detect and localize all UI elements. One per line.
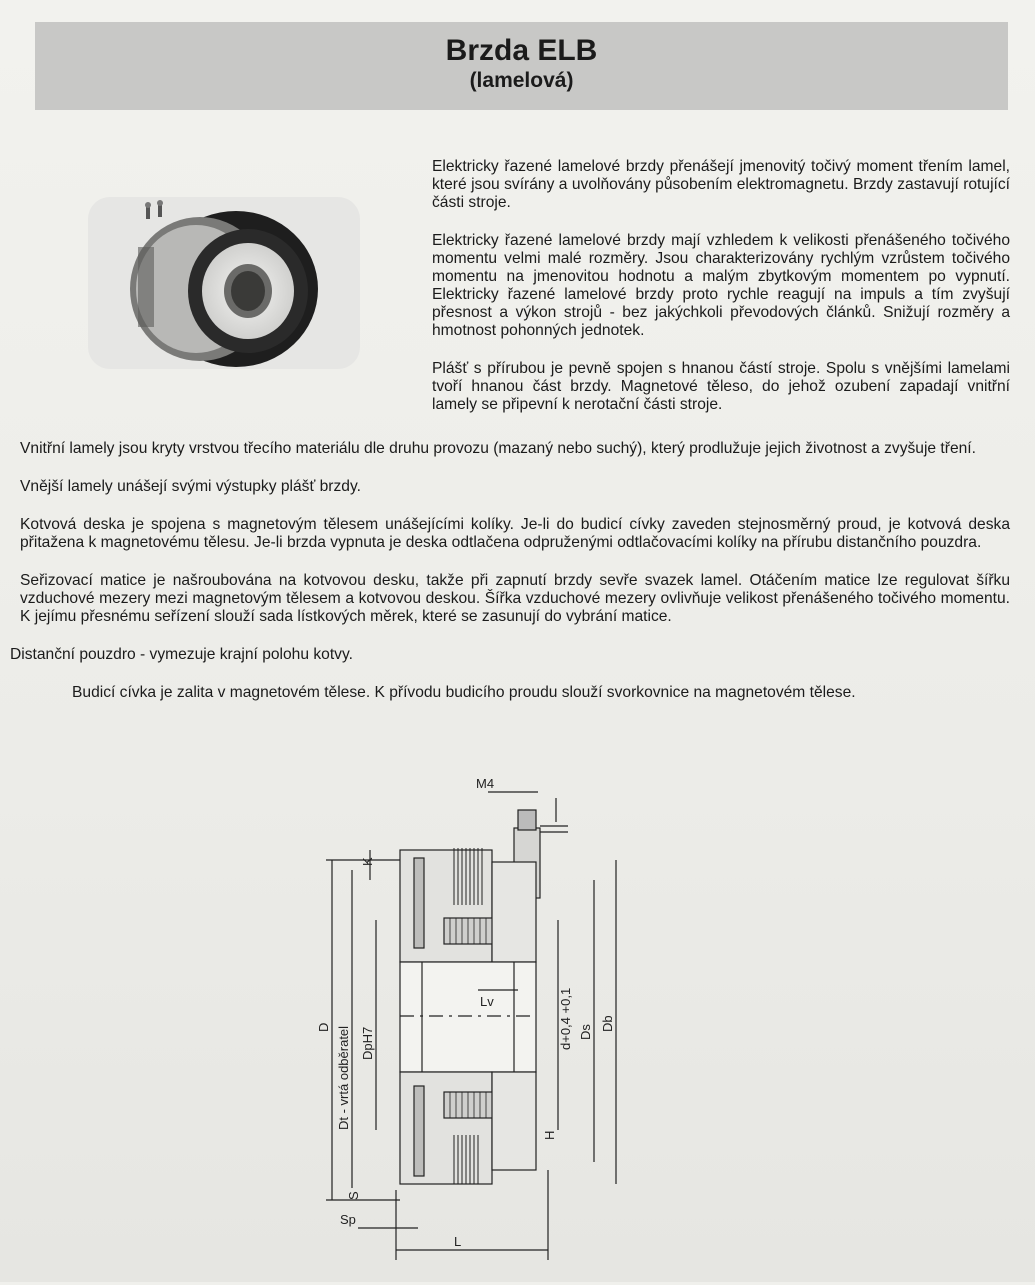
- brake-photo-image: [88, 197, 360, 369]
- label-db: Db: [600, 1015, 615, 1032]
- label-l: L: [454, 1234, 462, 1249]
- body-paragraph-outer-plates: Vnější lamely unášejí svými výstupky plášť brzdy.: [20, 478, 361, 495]
- body-text: [10, 440, 1010, 722]
- label-dph7: DpH7: [360, 1026, 375, 1060]
- label-h: H: [542, 1130, 557, 1140]
- label-s: S: [346, 1191, 361, 1200]
- body-paragraph-armature: Kotvová deska je spojena s magnetovým tělesem unášejícími kolíky. Je-li do budicí cívky zaveden stejnosměrný proud, je kotvová deska přitažena k magnetovému tělesu. Je-li brzda vypnuta je deska odtlačena odpruženými odtlačovacími kolíky na přírubu distančního pouzdra.: [20, 516, 1010, 551]
- label-sp: Sp: [340, 1212, 356, 1227]
- page-title: Brzda ELB: [445, 34, 598, 67]
- intro-text: [432, 158, 1010, 434]
- label-d-tolerance: d+0,4 +0,1: [558, 987, 573, 1050]
- label-d: D: [316, 1022, 331, 1032]
- label-lv: Lv: [480, 994, 494, 1009]
- label-dt: Dt - vrtá odběratel: [336, 1025, 351, 1130]
- body-paragraph-spacer: Distanční pouzdro - vymezuje krajní polohu kotvy.: [10, 646, 353, 663]
- label-ds: Ds: [578, 1024, 593, 1040]
- body-paragraph-coil: Budicí cívka je zalita v magnetovém tělese. K přívodu budicího proudu slouží svorkovnice na magnetovém tělese.: [72, 684, 856, 701]
- title-banner: [35, 22, 1008, 110]
- brake-cross-section: [318, 770, 658, 1280]
- body-paragraph-adjusting-nut: Seřizovací matice je našroubována na kotvovou desku, takže při zapnutí brzdy sevře svazek lamel. Otáčením matice lze regulovat šířku vzduchové mezery mezi magnetovým tělesem a kotvovou deskou. Šířka vzduchové mezery ovlivňuje velikost přenášeného točivého momentu. K jejímu přesnému seřízení slouží sada lístkových měrek, které se zasunují do vybrání matice.: [20, 572, 1010, 625]
- body-paragraph-inner-plates: Vnitřní lamely jsou kryty vrstvou třecího materiálu dle druhu provozu (mazaný nebo suchý), který prodlužuje jejich životnost a zvyšuje tření.: [20, 440, 976, 457]
- intro-paragraph-1: Elektricky řazené lamelové brzdy přenášejí jmenovitý točivý moment třením lamel, které jsou svírány a uvolňovány působením elektromagnetu. Brzdy zastavují rotující části stroje.: [432, 158, 1010, 211]
- intro-paragraph-2: Elektricky řazené lamelové brzdy mají vzhledem k velikosti přenášeného točivého momentu velmi malé rozměry. Jsou charakterizovány rychlým vzrůstem točivého momentu na jmenovitou hodnotu a malým zbytkovým momentem po vypnutí. Elektricky řazené lamelové brzdy proto rychle reagují na impuls a tím zvyšují přesnost a výkon strojů - bez jakýchkoli převodových článků. Snižují rozměry a hmotnost pohonných jednotek.: [432, 232, 1010, 339]
- label-m4: M4: [476, 776, 495, 791]
- page-subtitle: (lamelová): [469, 69, 574, 92]
- technical-drawing: [318, 770, 658, 1280]
- label-k: K: [360, 857, 375, 866]
- intro-paragraph-3: Plášť s přírubou je pevně spojen s hnanou částí stroje. Spolu s vnějšími lamelami tvoří hnanou část brzdy. Magnetové těleso, do jehož ozubení zapadají vnitřní lamely se připevní k nerotační části stroje.: [432, 360, 1010, 413]
- brake-photo: [88, 197, 360, 369]
